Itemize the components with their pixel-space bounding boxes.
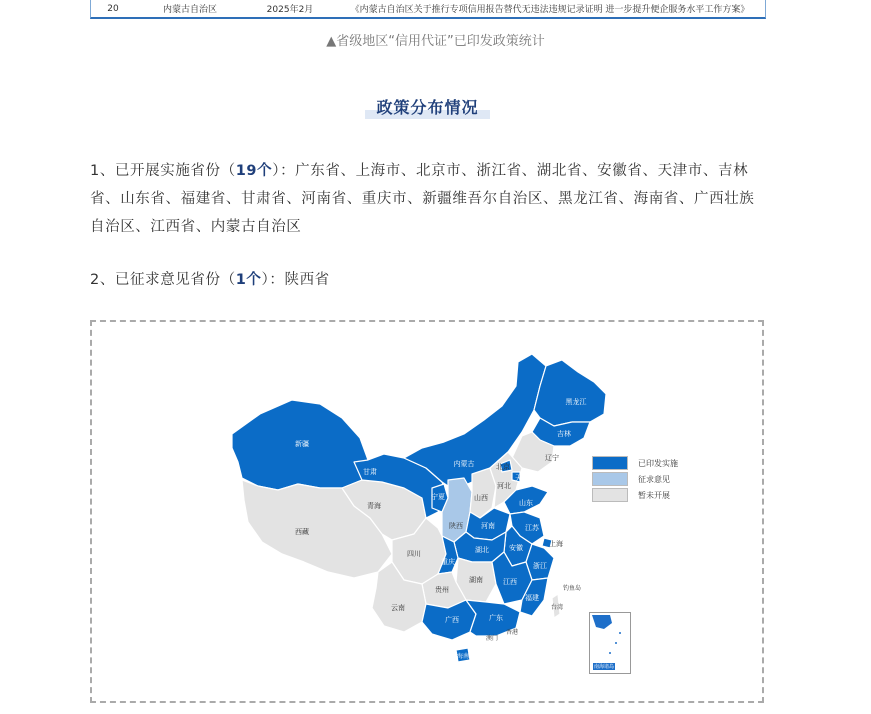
- label-beijing: 北京: [496, 463, 510, 471]
- implemented-provinces: 广东省、上海市、北京市、浙江省、湖北省、安徽省、天津市、吉林省、山东省、福建省、甘肃省、河南省、重庆市、新疆维吾尔自治区、黑龙江省、海南省、广西壮族自治区、江西省、内蒙古自治区: [90, 163, 755, 235]
- label-taiwan: 台湾: [550, 604, 564, 611]
- policy-table-row: [90, 0, 766, 19]
- label-neimenggu: 内蒙古: [453, 460, 475, 468]
- label-chongqing: 重庆: [441, 558, 455, 566]
- consulting-paragraph: [90, 266, 766, 294]
- implemented-suffix: ）：: [272, 163, 296, 179]
- legend-swatch-not-started: [592, 488, 628, 502]
- label-aomen: 澳门: [485, 635, 499, 642]
- map-legend: [592, 455, 678, 503]
- label-shandong: 山东: [519, 499, 533, 507]
- legend-swatch-implemented: [592, 456, 628, 470]
- legend-label-not-started: 暂未开展: [638, 490, 670, 500]
- row-region: 内蒙古自治区: [162, 5, 217, 15]
- row-index: 20: [107, 3, 119, 14]
- label-hainan: 海南: [456, 653, 470, 660]
- label-hunan: 湖南: [469, 576, 483, 584]
- label-guizhou: 贵州: [435, 586, 449, 594]
- map-svg: [92, 322, 762, 701]
- label-henan: 河南: [481, 522, 495, 530]
- south-sea-label: 南海诸岛: [594, 664, 615, 670]
- row-document: 《内蒙古自治区关于推行专项信用报告替代无违法违规记录证明 进一步提升便企服务水平工作方案》: [350, 5, 750, 15]
- label-hebei: 河北: [497, 482, 511, 490]
- consulting-prefix: 2、已征求意见省份（: [90, 272, 236, 288]
- implemented-paragraph: [90, 157, 766, 241]
- label-heilongjiang: 黑龙江: [565, 398, 587, 406]
- legend-row-implemented: [592, 455, 678, 471]
- label-shanxi: 山西: [474, 494, 488, 502]
- section-title: [365, 95, 490, 119]
- label-zhejiang: 浙江: [533, 562, 547, 570]
- label-sichuan: 四川: [407, 550, 421, 558]
- label-qinghai: 青海: [367, 502, 381, 510]
- label-jiangsu: 江苏: [525, 524, 539, 532]
- label-hubei: 湖北: [475, 546, 489, 554]
- label-fujian: 福建: [525, 594, 539, 602]
- label-ningxia: 宁夏: [431, 493, 445, 501]
- label-xinjiang: 新疆: [295, 440, 309, 448]
- label-liaoning: 辽宁: [545, 454, 559, 462]
- legend-row-consulting: [592, 471, 678, 487]
- south-sea-islands-graphic: [590, 613, 630, 663]
- consulting-suffix: ）：: [261, 272, 285, 288]
- label-xizang: 西藏: [295, 528, 309, 536]
- legend-row-not-started: [592, 487, 678, 503]
- south-china-sea-inset: [589, 612, 631, 674]
- implemented-count: 19个: [235, 163, 273, 179]
- label-shanghai: 上海: [549, 540, 563, 548]
- region-heilongjiang: [534, 360, 606, 426]
- label-xianggang: 香港: [505, 629, 519, 636]
- label-jilin: 吉林: [557, 430, 571, 438]
- section-title-text: 政策分布情况: [376, 98, 479, 117]
- label-guangdong: 广东: [489, 614, 503, 622]
- table-caption: ▲省级地区“信用代证”已印发政策统计: [326, 34, 545, 49]
- row-date: 2025年2月: [266, 5, 314, 15]
- consulting-count: 1个: [235, 272, 262, 288]
- consulting-provinces: 陕西省: [284, 272, 330, 288]
- legend-label-implemented: 已印发实施: [638, 458, 678, 468]
- label-anhui: 安徽: [509, 544, 523, 552]
- label-jiangxi: 江西: [503, 578, 517, 586]
- label-gansu: 甘肃: [363, 468, 377, 476]
- label-guangxi: 广西: [445, 616, 459, 624]
- label-yunnan: 云南: [391, 604, 405, 612]
- label-shaanxi: 陕西: [449, 522, 463, 530]
- label-tianjin: 天津: [515, 474, 529, 482]
- label-diaoyudao: 钓鱼岛: [562, 585, 582, 592]
- china-policy-map: [90, 320, 764, 703]
- legend-label-consulting: 征求意见: [638, 474, 670, 484]
- legend-swatch-consulting: [592, 472, 628, 486]
- implemented-prefix: 1、已开展实施省份（: [90, 163, 236, 179]
